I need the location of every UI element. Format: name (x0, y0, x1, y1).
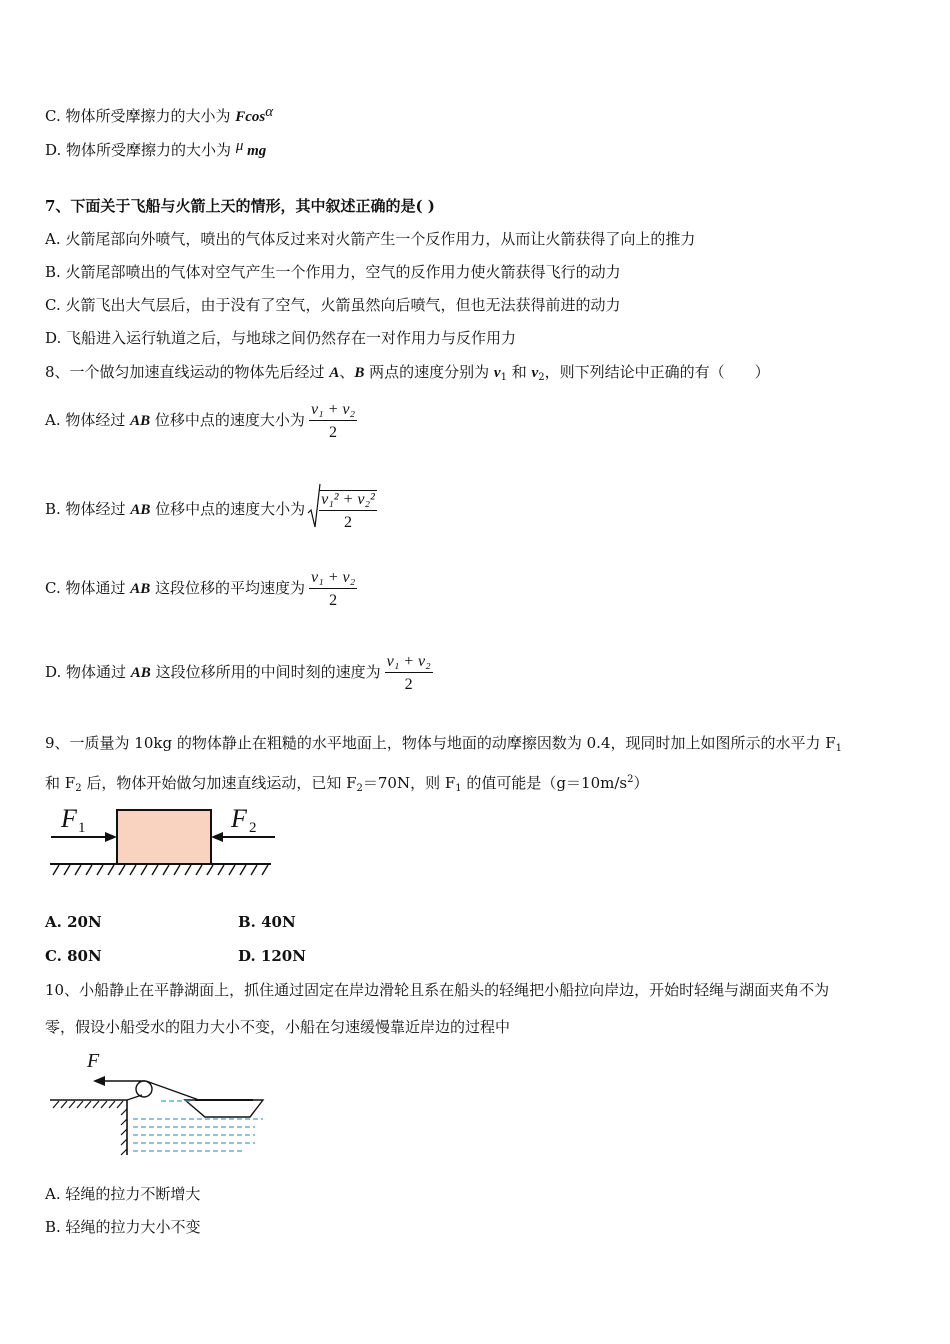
square-root (307, 485, 377, 535)
q8-option-a-ab: AB (130, 413, 151, 429)
q9-stem-line2 (45, 770, 648, 799)
point-a: A (329, 365, 340, 381)
q9-line2-sub3: 1 (455, 783, 462, 794)
f1-label: F (61, 804, 77, 833)
q9-option-c: C. 80N (45, 947, 102, 965)
q8-stem-c: ，则下列结论中正确的有（ ） (544, 363, 770, 381)
q9-line2-sup: 2 (627, 774, 634, 785)
shore-hatch (53, 1101, 127, 1155)
q10-boat-diagram (45, 1045, 270, 1160)
q6-option-c-text: C. 物体所受摩擦力的大小为 (45, 107, 236, 125)
q8-option-d-pre: D. 物体通过 (45, 663, 131, 681)
q9-option-d: D. 120N (238, 947, 306, 965)
mu-symbol: μ (235, 138, 244, 154)
q7-option-b: B. 火箭尾部喷出的气体对空气产生一个作用力，空气的反作用力使火箭获得飞行的动力 (45, 263, 621, 281)
q8-option-a-pre: A. 物体经过 (45, 411, 131, 429)
fraction-c-num: v₁ + v₂ (309, 569, 357, 589)
q7-option-a: A. 火箭尾部向外喷气，喷出的气体反过来对火箭产生一个反作用力，从而让火箭获得了向上的推力 (45, 230, 696, 248)
v2-symbol: v (531, 365, 539, 381)
q6-option-c-math: Fcos (235, 109, 266, 125)
fraction-c (309, 569, 357, 610)
alpha-symbol: α (265, 104, 274, 120)
radical-sign-icon (307, 483, 321, 529)
v1-symbol: v (493, 365, 501, 381)
f2-arrowhead-icon (211, 832, 223, 842)
boat-hull (185, 1100, 263, 1117)
q7-stem: 7、下面关于飞船与火箭上天的情形，其中叙述正确的是( ) (45, 197, 435, 215)
fraction-a-den: 2 (329, 423, 337, 441)
pulley-mount (127, 1095, 142, 1100)
fraction-d-den: 2 (404, 675, 413, 693)
block-rect (117, 810, 211, 864)
q10-stem-line2: 零，假设小船受水的阻力大小不变，小船在匀速缓慢靠近岸边的过程中 (45, 1018, 511, 1036)
q8-option-a (45, 398, 357, 443)
rope-to-boat (146, 1081, 199, 1100)
q10-option-b: B. 轻绳的拉力大小不变 (45, 1218, 201, 1236)
fraction-a (309, 401, 357, 442)
q10-option-a: A. 轻绳的拉力不断增大 (45, 1185, 201, 1203)
fraction-b (319, 490, 377, 532)
q8-option-b-pre: B. 物体经过 (45, 500, 131, 518)
q8-stem (45, 362, 770, 388)
fraction-b-den: 2 (343, 514, 352, 531)
q8-option-d (45, 650, 433, 695)
v2-sub: 2 (538, 372, 545, 383)
q9-line2-sub2: 2 (356, 783, 363, 794)
q9-line1-text: 9、一质量为 10kg 的物体静止在粗糙的水平地面上，物体与地面的动摩擦因数为 0.4，现同时加上如图所示的水平力 F (45, 734, 836, 752)
fraction-d-num: v₁ + v₂ (385, 653, 433, 673)
q8-option-d-post: 这段位移所用的中间时刻的速度为 (150, 663, 381, 681)
q8-option-a-post: 位移中点的速度大小为 (150, 411, 305, 429)
q9-line2-c: ＝70N，则 F (362, 774, 456, 792)
q8-option-d-ab: AB (130, 665, 151, 681)
q8-option-b-ab: AB (130, 502, 151, 518)
f2-label: F (231, 804, 247, 833)
point-b: B (354, 365, 365, 381)
v1-sub: 1 (500, 372, 507, 383)
q6-option-d (45, 136, 266, 161)
f2-label-sub: 2 (249, 820, 257, 836)
q6-option-d-text: D. 物体所受摩擦力的大小为 (45, 141, 236, 159)
q8-sep: 、 (339, 363, 355, 381)
q9-stem-line1 (45, 733, 842, 759)
q6-option-d-math: mg (243, 143, 267, 159)
q8-option-c (45, 566, 357, 611)
q9-line2-sub1: 2 (75, 783, 82, 794)
q8-stem-b: 两点的速度分别为 (364, 363, 494, 381)
q6-option-c (45, 102, 273, 127)
pulley-circle (136, 1081, 152, 1097)
f1-arrowhead-icon (105, 832, 117, 842)
q10-stem-line1: 10、小船静止在平静湖面上，抓住通过固定在岸边滑轮且系在船头的轻绳把小船拉向岸边，开始时轻绳与湖面夹角不为 (45, 981, 830, 999)
q8-option-c-post: 这段位移的平均速度为 (150, 579, 306, 597)
q8-option-b-post: 位移中点的速度大小为 (150, 500, 306, 518)
fraction-b-num: v₁² + v₂² (319, 491, 377, 511)
fraction-a-num: v₁ + v₂ (309, 401, 357, 421)
f1-label-sub: 1 (78, 820, 86, 836)
fraction-d (385, 653, 433, 694)
q9-line2-d: 的值可能是（g＝10m/s (461, 774, 628, 792)
ground-hatch (53, 865, 268, 875)
q9-line2-b: 后，物体开始做匀加速直线运动，已知 F (81, 774, 357, 792)
q7-option-c: C. 火箭飞出大气层后，由于没有了空气，火箭虽然向后喷气，但也无法获得前进的动力 (45, 296, 621, 314)
q7-option-d: D. 飞船进入运行轨道之后，与地球之间仍然存在一对作用力与反作用力 (45, 329, 517, 347)
q8-stem-a: 8、一个做匀加速直线运动的物体先后经过 (45, 363, 330, 381)
q9-option-b: B. 40N (238, 913, 296, 931)
force-f-label: F (87, 1050, 100, 1072)
q9-force-diagram (45, 800, 285, 880)
q8-and: 和 (506, 363, 532, 381)
pull-arrowhead-icon (93, 1076, 105, 1086)
q8-option-c-pre: C. 物体通过 (45, 579, 131, 597)
fraction-c-den: 2 (329, 591, 338, 609)
q8-option-b (45, 484, 377, 535)
q8-option-c-ab: AB (130, 581, 151, 597)
q9-line2-a: 和 F (45, 774, 76, 792)
q9-option-a: A. 20N (45, 913, 102, 931)
q9-line1-sub: 1 (835, 743, 843, 754)
q9-line2-e: ） (633, 774, 649, 792)
